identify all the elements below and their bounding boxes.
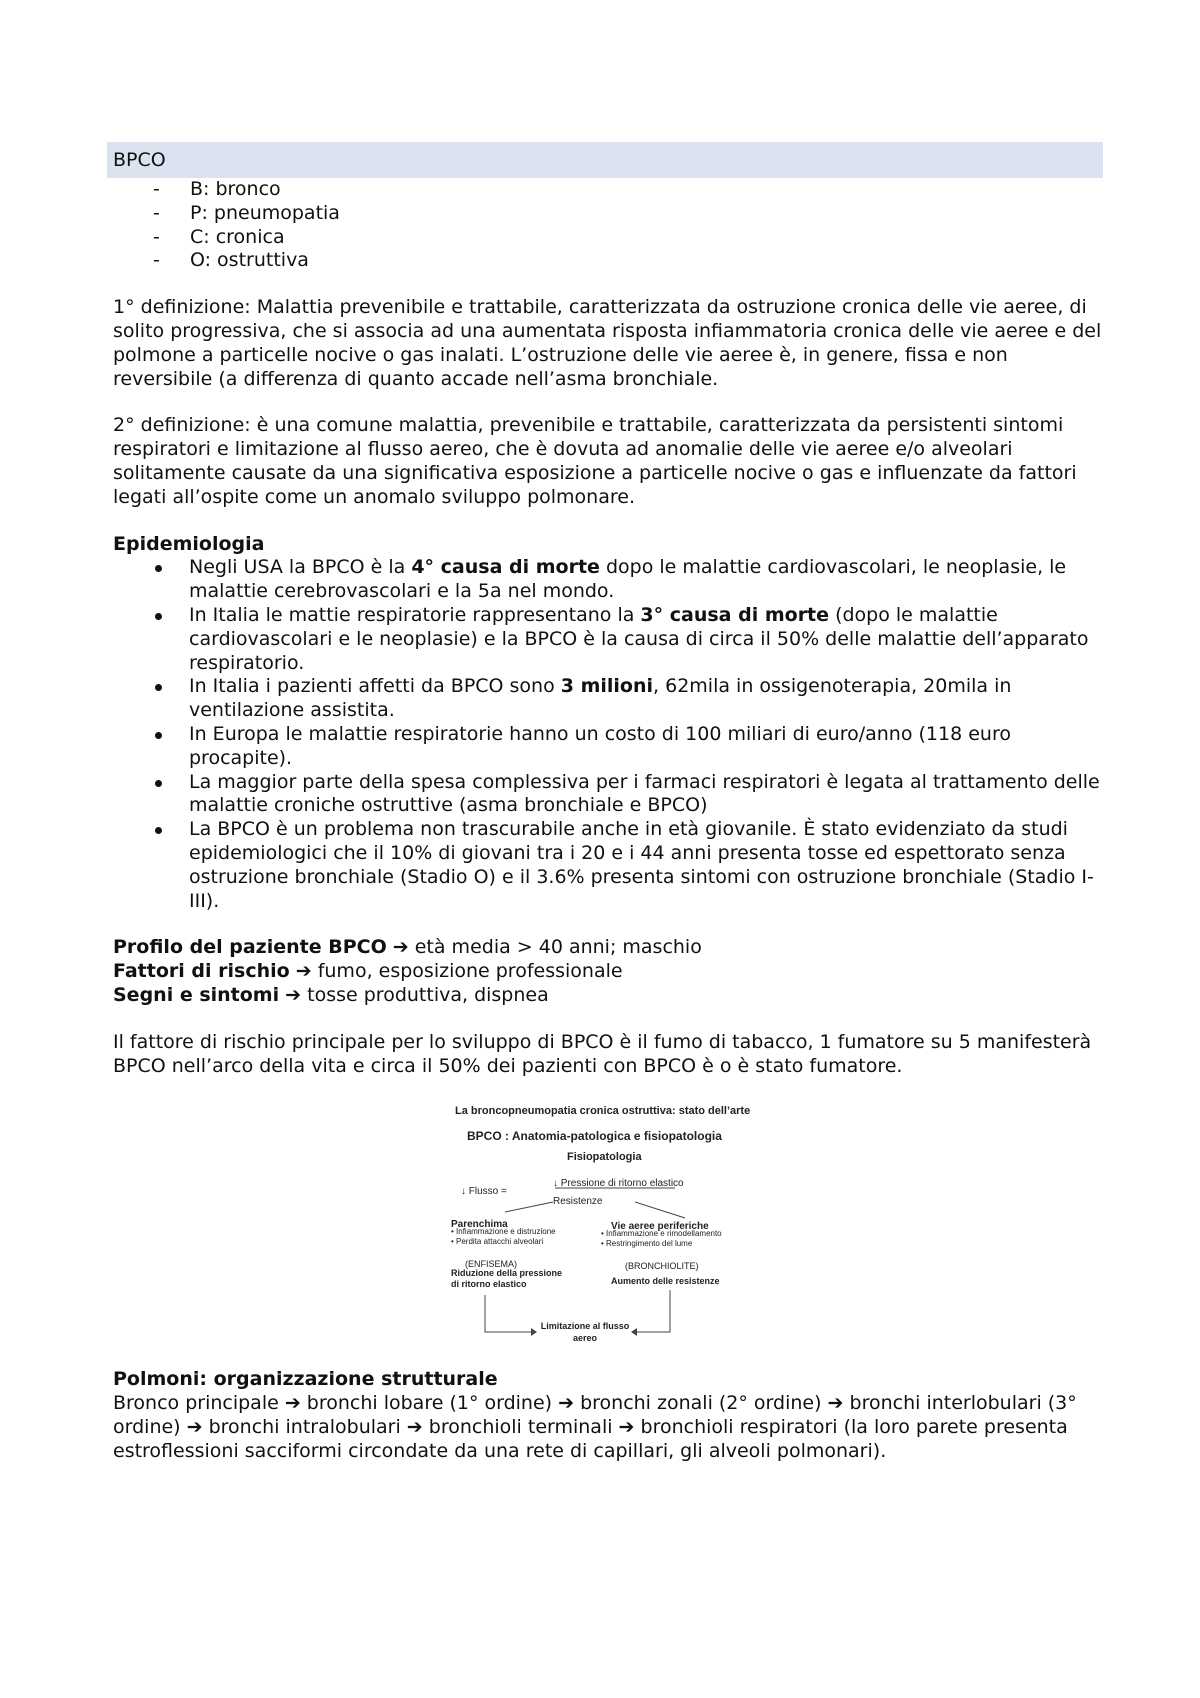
parenchyma-items: • Infiammazione e distruzione • Perdita attacchi alveolari — [451, 1227, 556, 1247]
definition-second: 2° definizione: è una comune malattia, prevenibile e trattabile, caratterizzata da persistenti sintomi respiratori e limitazione al flusso aereo, che è dovuta ad anomalie delle vie aeree e/o alveolari solitamente causate da una significativa esposizione a particelle nocive o gas e influenzate da fattori legati all’ospite come un anomalo sviluppo polmonare. — [113, 414, 1077, 508]
profile-line — [113, 936, 1103, 960]
bullet-text: In Italia le mattie respiratorie rappresentano la — [189, 603, 641, 626]
airflow-limitation: Limitazione al flusso aereo — [540, 1321, 630, 1344]
bullet-emphasis: 3 milioni — [560, 675, 654, 698]
parenchyma-heading: Parenchima — [451, 1219, 508, 1231]
risk-factors-value: fumo, esposizione professionale — [317, 960, 623, 983]
list-item — [113, 771, 1103, 819]
bullet-icon — [155, 613, 162, 620]
bullet-emphasis: 3° causa di morte — [640, 603, 830, 626]
list-item — [113, 604, 1103, 675]
pathophysiology-figure — [435, 1100, 755, 1360]
bullet-text: dopo le malattie cardiovascolari, le neoplasie, le malattie cerebrovascolari e la 5a nel mondo. — [189, 556, 1067, 603]
risk-factors-line — [113, 960, 1103, 984]
figure-subtitle: Fisiopatologia — [567, 1151, 642, 1164]
fraction-denominator: Resistenze — [553, 1196, 603, 1208]
peripheral-airways-items: • Infiammazione e rimodellamento • Restringimento del lume — [601, 1229, 722, 1249]
acronym-p: P: pneumopatia — [190, 201, 340, 224]
arrow-icon: ➔ — [285, 983, 302, 1006]
resistance-increase: Aumento delle resistenze — [611, 1276, 720, 1287]
bullet-text: La BPCO è un problema non trascurabile anche in età giovanile. È stato evidenziato da studi epidemiologici che il 10% di giovani tra i 20 e i 44 anni presenta tosse ed espettorato senza ostruzione bronchiale (Stadio O) e il 3.6% presenta sintomi con ostruzione bronchiale (Stadio I-III). — [189, 818, 1094, 912]
definition-first: 1° definizione: Malattia prevenibile e trattabile, caratterizzata da ostruzione cronica delle vie aeree, di solito progressiva, che si associa ad una aumentata risposta infiammatoria cronica delle vie aeree e del polmone a particelle nocive o gas inalati. L’ostruzione delle vie aeree è, in genere, fissa e non reversibile (a differenza di quanto accade nell’asma bronchiale. — [113, 296, 1102, 390]
profile-value: età media > 40 anni; maschio — [414, 936, 702, 959]
figure-title: BPCO : Anatomia-patologica e fisiopatologia — [467, 1129, 722, 1144]
list-item — [113, 556, 1103, 604]
list-dash: - — [153, 178, 160, 200]
list-item — [113, 723, 1103, 771]
lungs-paragraph: Bronco principale ➔ bronchi lobare (1° ordine) ➔ bronchi zonali (2° ordine) ➔ bronchi interlobulari (3° ordine) ➔ bronchi intralobulari ➔ bronchioli terminali ➔ bronchioli respiratori (la loro parete presenta estroflessioni sacciformi circondate da una rete di capillari, gli alveoli polmonari). — [113, 1392, 1077, 1462]
list-dash: - — [153, 249, 160, 272]
acronym-c: C: cronica — [190, 225, 285, 248]
arrow-icon: ➔ — [295, 960, 312, 983]
epidemiology-list — [113, 556, 1103, 913]
bronchiolitis-label: (BRONCHIOLITE) — [625, 1261, 699, 1272]
symptoms-label: Segni e sintomi — [113, 983, 280, 1006]
list-dash: - — [153, 201, 160, 224]
bullet-icon — [155, 732, 162, 739]
bullet-icon — [155, 684, 162, 691]
list-item — [113, 818, 1103, 913]
risk-factors-label: Fattori di rischio — [113, 960, 290, 983]
list-dash: - — [153, 225, 160, 248]
profile-label: Profilo del paziente BPCO — [113, 936, 387, 959]
right-flow-line — [637, 1290, 670, 1332]
list-item — [113, 178, 1103, 202]
bullet-text: Negli USA la BPCO è la — [189, 556, 412, 579]
bullet-emphasis: 4° causa di morte — [411, 556, 600, 579]
bullet-icon — [155, 780, 162, 787]
symptoms-line — [113, 984, 1103, 1008]
page-title: BPCO — [107, 142, 1103, 178]
emphysema-label: (ENFISEMA) — [465, 1259, 518, 1270]
list-item — [113, 226, 1103, 250]
figure-caption: La broncopneumopatia cronica ostruttiva: stato dell’arte — [455, 1105, 751, 1118]
peripheral-airways-heading: Vie aeree periferiche — [611, 1221, 709, 1233]
bullet-text: In Italia i pazienti affetti da BPCO sono — [189, 675, 561, 698]
bullet-text: La maggior parte della spesa complessiva per i farmaci respiratori è legata al trattamento delle malattie croniche ostruttive (asma bronchiale e BPCO) — [189, 770, 1100, 817]
left-flow-line — [485, 1295, 531, 1332]
risk-paragraph: Il fattore di rischio principale per lo sviluppo di BPCO è il fumo di tabacco, 1 fumatore su 5 manifesterà BPCO nell’arco della vita e circa il 50% dei pazienti con BPCO è o è stato fumatore. — [113, 1030, 1092, 1077]
acronym-b: B: bronco — [190, 178, 281, 200]
symptoms-value: tosse produttiva, dispnea — [307, 983, 549, 1006]
arrow-icon: ➔ — [392, 936, 409, 959]
bullet-text: In Europa le malattie respiratorie hanno un costo di 100 miliari di euro/anno (118 euro procapite). — [189, 722, 1011, 769]
lungs-heading: Polmoni: organizzazione strutturale — [113, 1368, 498, 1391]
bullet-text: , 62mila in ossigenoterapia, 20mila in ventilazione assistita. — [189, 675, 1012, 722]
list-item — [113, 249, 1103, 273]
epidemiology-heading: Epidemiologia — [113, 532, 265, 555]
bullet-icon — [155, 565, 162, 572]
bullet-text: (dopo le malattie cardiovascolari e le neoplasie) e la BPCO è la causa di circa il 50% delle malattie dell’apparato respiratorio. — [189, 603, 1089, 674]
flow-label: ↓ Flusso = — [461, 1186, 507, 1198]
left-branch-line — [505, 1202, 553, 1212]
acronym-list — [113, 178, 1103, 273]
acronym-o: O: ostruttiva — [190, 249, 309, 272]
elastic-recoil-reduction: Riduzione della pressione di ritorno elastico — [451, 1268, 563, 1290]
list-item — [113, 675, 1103, 723]
bullet-icon — [155, 827, 162, 834]
list-item — [113, 202, 1103, 226]
fraction-numerator: ↓ Pressione di ritorno elastico — [553, 1178, 684, 1190]
document-page — [113, 142, 1103, 1463]
